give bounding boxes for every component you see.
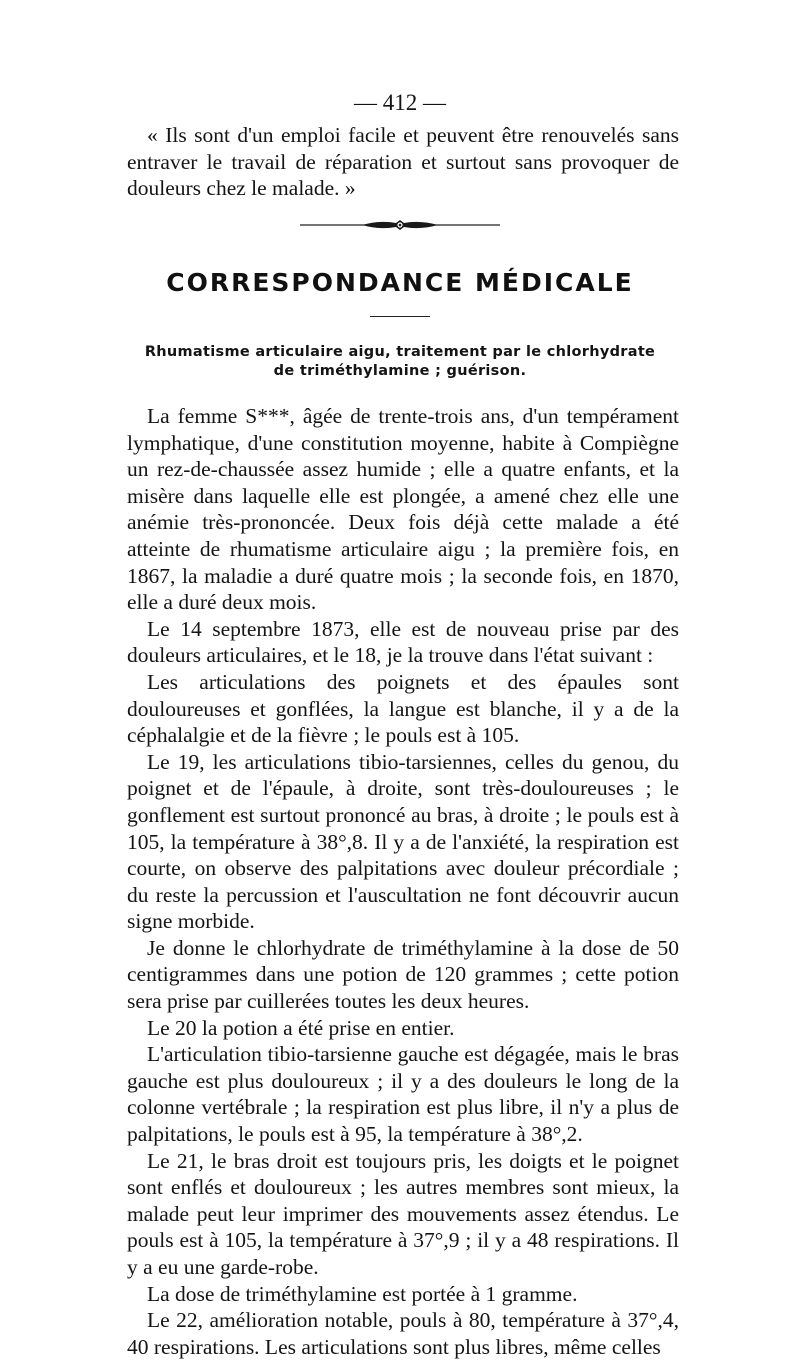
paragraph: Les articulations des poignets et des épaules sont douloureuses et gonflées, la langue est blanche, il y a de la céphalalgie et de la fièvre ; le pouls est à 105.	[127, 669, 679, 748]
case-title-line2: de triméthylamine ; guérison.	[273, 363, 527, 379]
paragraph: Le 19, les articulations tibio-tarsiennes, celles du genou, du poignet et de l'épaule, à droite, sont très-douloureuses ; le gonflement est surtout prononcé au bras, à droite ; le pouls est à 105, la température à 38°,8. Il y a de l'anxiété, la respiration est courte, on observe des palpitations avec douleur précordiale ; du reste la percussion et l'auscultation ne font découvrir aucun signe morbide.	[127, 749, 679, 934]
ornamental-divider	[300, 219, 500, 231]
case-report-body	[127, 403, 679, 1360]
paragraph: La dose de triméthylamine est portée à 1 gramme.	[147, 1281, 578, 1306]
heading-rule	[370, 316, 430, 317]
case-title	[120, 343, 680, 381]
paragraph: La femme S***, âgée de trente-trois ans, d'un tempérament lymphatique, d'une constitution moyenne, habite à Compiègne un rez-de-chaussée assez humide ; elle a quatre enfants, et la misère dans laquelle elle est plongée, a amené chez elle une anémie très-prononcée. Deux fois déjà cette malade a été atteinte de rhumatisme articulaire aigu ; la première fois, en 1867, la maladie a duré quatre mois ; la seconde fois, en 1870, elle a duré deux mois.	[127, 404, 679, 615]
paragraph: L'articulation tibio-tarsienne gauche est dégagée, mais le bras gauche est plus douloureux ; il y a des douleurs le long de la colonne vertébrale ; la respiration est plus libre, il n'y a plus de palpitations, le pouls est à 95, la température à 38°,2.	[127, 1042, 679, 1147]
paragraph: Le 21, le bras droit est toujours pris, les doigts et le poignet sont enflés et douloureux ; les autres membres sont mieux, la malade peut leur imprimer des mouvements assez étendus. Le pouls est à 105, la température à 37°,9 ; il y a 48 respirations. Il y a eu une garde-robe.	[127, 1148, 679, 1279]
intro-paragraph: « Ils sont d'un emploi facile et peuvent être renouvelés sans entraver le travail de réparation et surtout sans provoquer de douleurs chez le malade. »	[127, 123, 679, 201]
paragraph: Le 22, amélioration notable, pouls à 80, température à 37°,4, 40 respirations. Les articulations sont plus libres, même celles	[127, 1308, 679, 1359]
case-title-line1: Rhumatisme articulaire aigu, traitement par le chlorhydrate	[144, 344, 656, 360]
intro-quote	[127, 122, 679, 202]
paragraph: Le 20 la potion a été prise en entier.	[147, 1015, 455, 1040]
paragraph: Je donne le chlorhydrate de triméthylamine à la dose de 50 centigrammes dans une potion de 120 grammes ; cette potion sera prise par cuillerées toutes les deux heures.	[127, 935, 679, 1014]
page-number: — 412 —	[354, 90, 446, 115]
paragraph: Le 14 septembre 1873, elle est de nouveau prise par des douleurs articulaires, et le 18, je la trouve dans l'état suivant :	[127, 616, 679, 668]
section-heading: CORRESPONDANCE MÉDICALE	[166, 268, 634, 297]
